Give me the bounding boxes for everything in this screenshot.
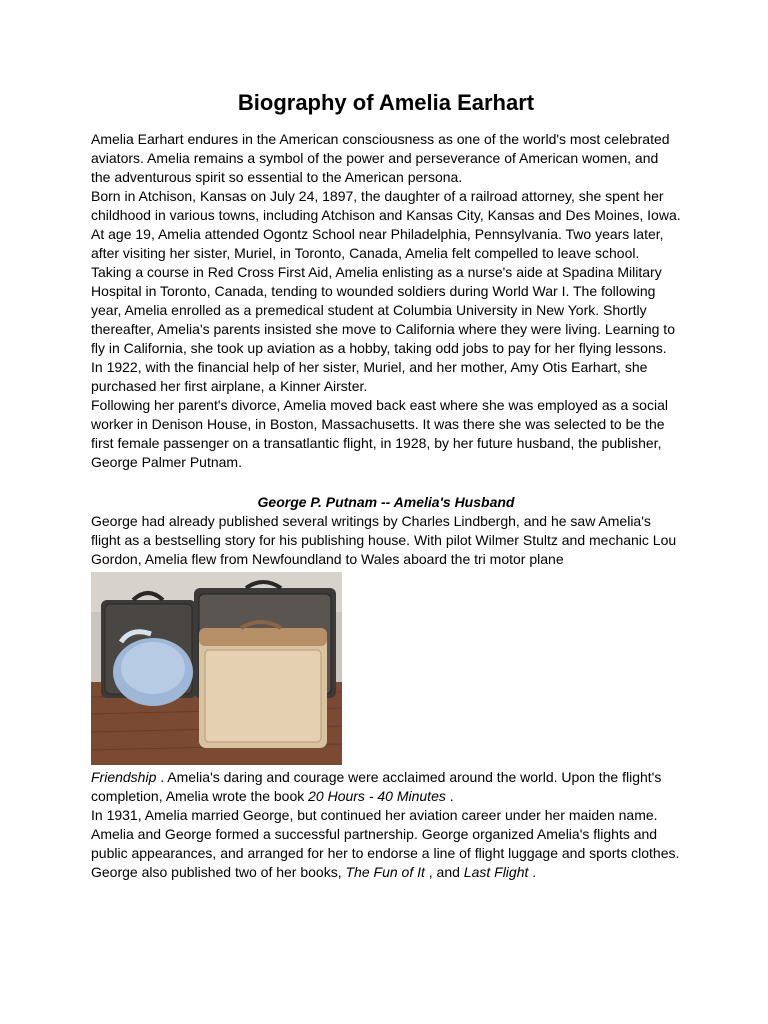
book-title-fun-of-it: The Fun of It xyxy=(345,864,425,880)
marriage-paragraph xyxy=(91,806,681,882)
friendship-text: . Amelia's daring and courage were acclaimed around the world. Upon the flight's completion, Amelia wrote the book xyxy=(91,769,662,804)
boston-paragraph: Following her parent's divorce, Amelia moved back east where she was employed as a social worker in Denison House, in Boston, Massachusetts. It was there she was selected to be the first female passenger on a transatlantic flight, in 1928, by her future husband, the publisher, George Palmer Putnam. xyxy=(91,397,668,470)
marriage-mid: , and xyxy=(424,864,464,880)
section-heading-husband: George P. Putnam -- Amelia's Husband xyxy=(257,494,515,510)
friendship-end: . xyxy=(445,788,454,804)
intro-paragraph: Amelia Earhart endures in the American consciousness as one of the world's most celebrated aviators. Amelia remains a symbol of the power and perseverance of American women, and the adventurous spirit so essential to the American persona. xyxy=(91,131,670,185)
document-page xyxy=(91,86,681,882)
lindbergh-paragraph: George had already published several writings by Charles Lindbergh, and he saw Amelia's flight as a bestselling story for his publishing house. With pilot Wilmer Stultz and mechanic Lou Gordon, Amelia flew from Newfoundland to Wales aboard the tri motor plane xyxy=(91,513,677,567)
early-life-paragraph: Born in Atchison, Kansas on July 24, 1897, the daughter of a railroad attorney, she spent her childhood in various towns, including Atchison and Kansas City, Kansas and Des Moines, Iowa. At age 19, Amelia attended Ogontz School near Philadelphia, Pennsylvania. Two years later, after visiting her sister, Muriel, in Toronto, Canada, Amelia felt compelled to leave school. Taking a course in Red Cross First Aid, Amelia enlisting as a nurse's aide at Spadina Military Hospital in Toronto, Canada, tending to wounded soldiers during World War I. The following year, Amelia enrolled as a premedical student at Columbia University in New York. Shortly thereafter, Amelia's parents insisted she move to California where they were living. Learning to fly in California, she took up aviation as a hobby, taking odd jobs to pay for her flying lessons. In 1922, with the financial help of her sister, Muriel, and her mother, Amy Otis Earhart, she purchased her first airplane, a Kinner Airster. xyxy=(91,188,681,394)
friendship-paragraph xyxy=(91,768,681,806)
plane-name: Friendship xyxy=(91,769,157,785)
luggage-photo xyxy=(91,572,342,765)
marriage-end: . xyxy=(528,864,537,880)
marriage-text: In 1931, Amelia married George, but continued her aviation career under her maiden name. Amelia and George formed a successful partnership. George organized Amelia's flights and public appearances, and arranged for her to endorse a line of flight luggage and sports clothes. George also published two of her books, xyxy=(91,807,680,880)
book-title-20-hours: 20 Hours - 40 Minutes xyxy=(308,788,446,804)
document-title: Biography of Amelia Earhart xyxy=(237,90,535,115)
book-title-last-flight: Last Flight xyxy=(463,864,529,880)
